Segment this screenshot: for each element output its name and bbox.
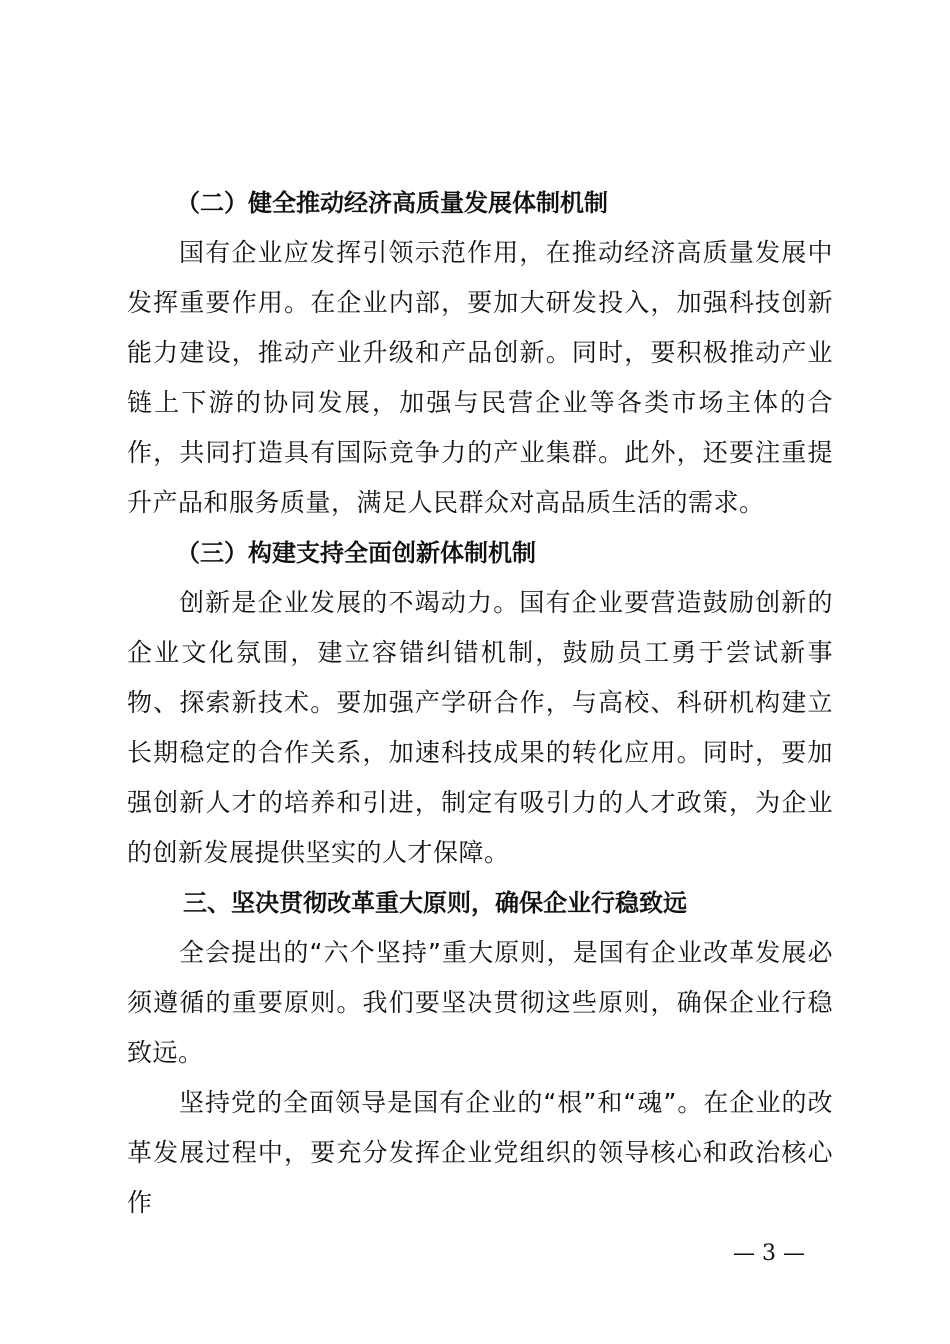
paragraph-high-quality-development: 国有企业应发挥引领示范作用，在推动经济高质量发展中发挥重要作用。在企业内部，要加大研发投入，加强科技创新能力建设，推动产业升级和产品创新。同时，要积极推动产业链上下游的协同发展，加强与民营企业等各类市场主体的合作，共同打造具有国际竞争力的产业集群。此外，还要注重提升产品和服务质量，满足人民群众对高品质生活的需求。 xyxy=(127,238,833,517)
subheading-3: （三）构建支持全面创新体制机制 xyxy=(176,539,536,567)
subheading-2: （二）健全推动经济高质量发展体制机制 xyxy=(176,189,608,217)
section-heading-3: 三、坚决贯彻改革重大原则，确保企业行稳致远 xyxy=(183,889,687,917)
paragraph-party-leadership: 坚持党的全面领导是国有企业的“根”和“魂”。在企业的改革发展过程中，要充分发挥企业党组织的领导核心和政治核心作 xyxy=(127,1088,833,1217)
paragraph-six-principles: 全会提出的“六个坚持”重大原则，是国有企业改革发展必须遵循的重要原则。我们要坚决贯彻这些原则，确保企业行稳致远。 xyxy=(127,938,833,1067)
page-number: — 3 — xyxy=(733,1241,805,1266)
document-body xyxy=(127,178,833,1228)
paragraph-innovation: 创新是企业发展的不竭动力。国有企业要营造鼓励创新的企业文化氛围，建立容错纠错机制，鼓励员工勇于尝试新事物、探索新技术。要加强产学研合作，与高校、科研机构建立长期稳定的合作关系，加速科技成果的转化应用。同时，要加强创新人才的培养和引进，制定有吸引力的人才政策，为企业的创新发展提供坚实的人才保障。 xyxy=(127,588,833,867)
